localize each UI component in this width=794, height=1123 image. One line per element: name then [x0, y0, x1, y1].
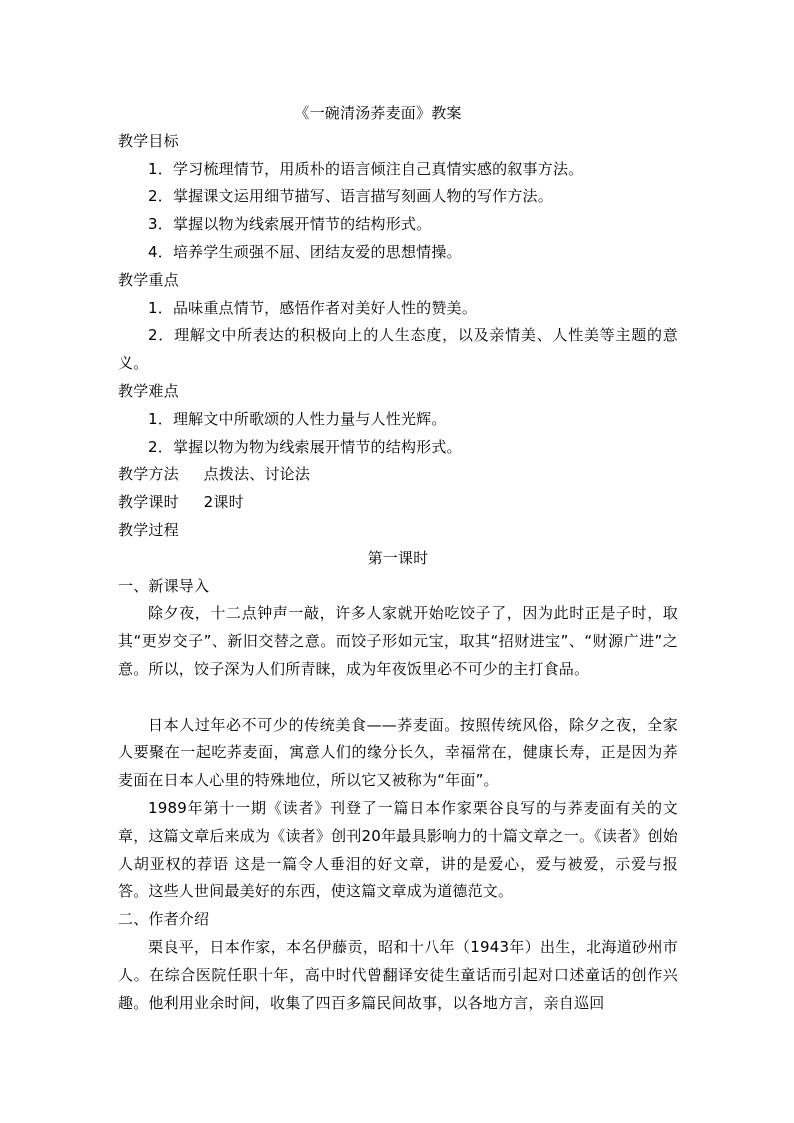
key-points-heading: 教学重点 — [118, 270, 179, 289]
document-content — [118, 100, 678, 1017]
process-heading: 教学过程 — [118, 520, 179, 539]
intro-paragraph: 日本人过年必不可少的传统美食——荞麦面。按照传统风俗，除夕之夜，全家人要聚在一起吃荞麦面，寓意人们的缘分长久，幸福常在，健康长寿，正是因为荞麦面在日本人心里的特殊地位，所以它又被称为“年面”。 — [118, 715, 678, 790]
teaching-hours-row — [118, 489, 678, 517]
blank-line — [118, 684, 678, 712]
intro-paragraph: 1989年第十一期《读者》刊登了一篇日本作家栗谷良写的与荞麦面有关的文章，这篇文章后来成为《读者》创刊20年最具影响力的十篇文章之一。《读者》创始人胡亚权的荐语 这是一篇令人垂泪的好文章，讲的是爱心，爱与被爱，示爱与报答。这些人世间最美好的东西，使这篇文章成为道德范文。 — [118, 798, 678, 901]
objective-item: 4．培养学生顽强不屈、团结友爱的思想情操。 — [148, 242, 462, 261]
teaching-hours-label: 教学课时 — [118, 493, 179, 512]
objective-item: 2．掌握课文运用细节描写、语言描写刻画人物的写作方法。 — [148, 187, 553, 206]
section-author-heading: 二、作者介绍 — [118, 910, 210, 929]
objective-item: 3．掌握以物为线索展开情节的结构形式。 — [148, 215, 432, 234]
difficulty-item: 2．掌握以物为物为线索展开情节的结构形式。 — [148, 437, 462, 456]
lesson-title: 第一课时 — [367, 548, 429, 567]
objectives-heading: 教学目标 — [118, 131, 179, 150]
teaching-method-value: 点拨法、讨论法 — [203, 465, 311, 484]
teaching-hours-value: 2课时 — [203, 493, 244, 512]
teaching-method-label: 教学方法 — [118, 465, 179, 484]
author-paragraph: 栗良平，日本作家，本名伊藤贡，昭和十八年（1943年）出生，北海道砂州市人。在综合医院任职十年，高中时代曾翻译安徒生童话而引起对口述童话的创作兴趣。他利用业余时间，收集了四百多篇民间故事，以各地方言，亲自巡回 — [118, 937, 678, 1012]
document-title: 《一碗清汤荞麦面》教案 — [294, 104, 462, 122]
key-point-item: 1．品味重点情节，感悟作者对美好人性的赞美。 — [148, 298, 477, 317]
key-point-item: 2．理解文中所表达的积极向上的人生态度，以及亲情美、人性美等主题的意义。 — [118, 326, 678, 373]
section-intro-heading: 一、新课导入 — [118, 576, 210, 595]
teaching-method-row — [118, 461, 678, 489]
objective-item: 1．学习梳理情节，用质朴的语言倾注自己真情实感的叙事方法。 — [148, 159, 584, 178]
intro-paragraph: 除夕夜，十二点钟声一敲，许多人家就开始吃饺子了，因为此时正是子时，取其“更岁交子”、新旧交替之意。而饺子形如元宝，取其“招财进宝”、“财源广进”之意。所以，饺子深为人们所青睐，成为年夜饭里必不可少的主打食品。 — [118, 604, 678, 678]
difficulties-heading: 教学难点 — [118, 381, 179, 400]
difficulty-item: 1．理解文中所歌颂的人性力量与人性光辉。 — [148, 409, 447, 428]
